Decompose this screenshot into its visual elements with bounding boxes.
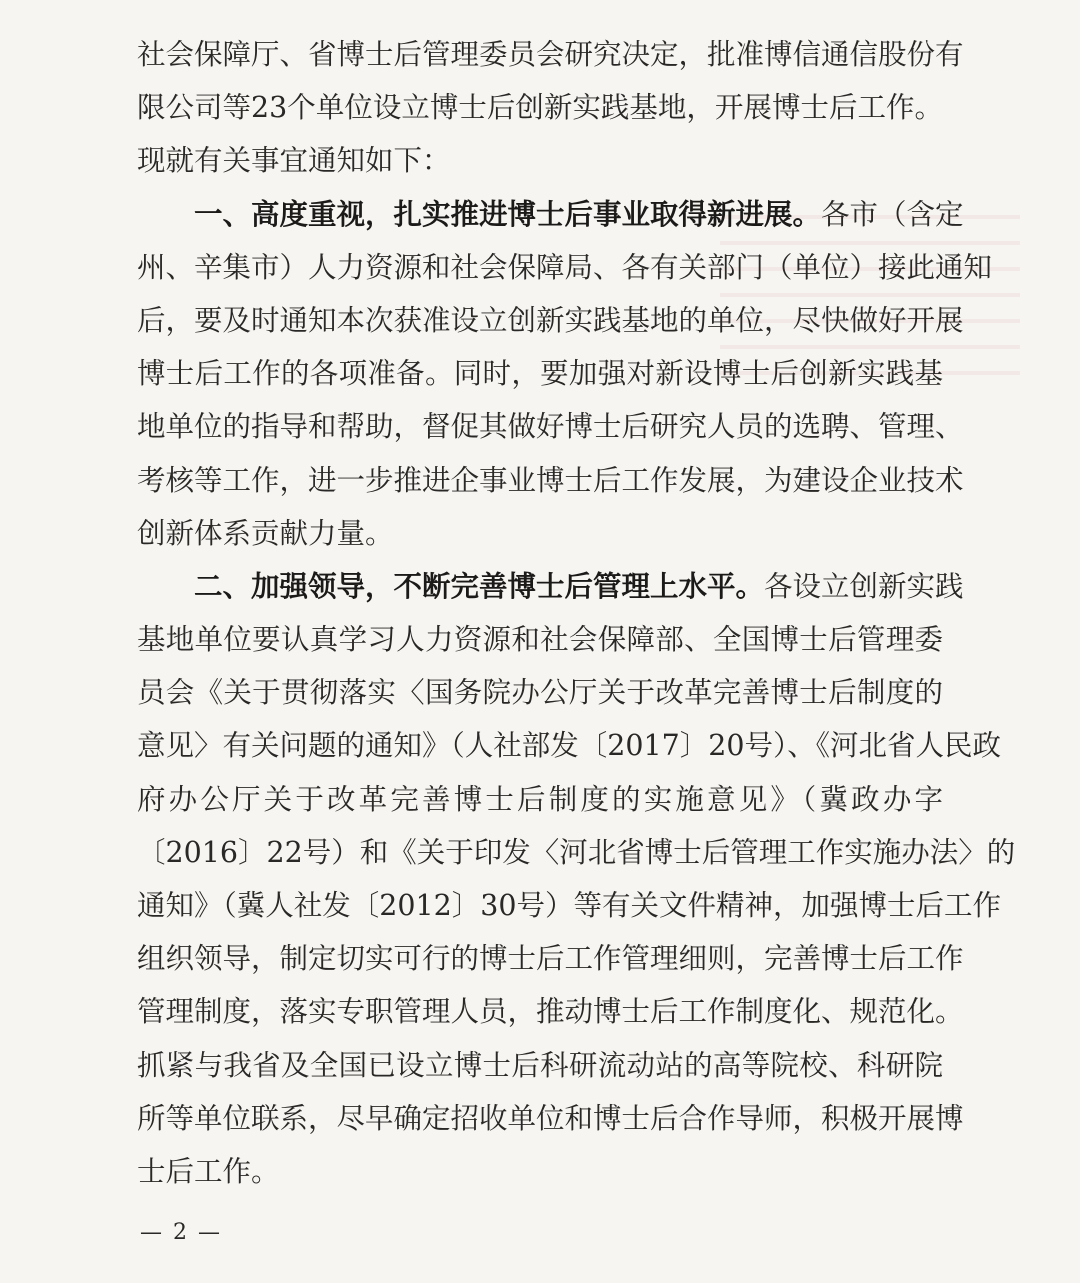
section-2-first-line-rest: 各设立创新实践 — [764, 569, 964, 603]
body-line: 考核等工作，进一步推进企事业博士后工作发展，为建设企业技术 — [137, 463, 964, 497]
document-body — [137, 28, 1016, 1198]
body-line: 管理制度，落实专职管理人员，推动博士后工作制度化、规范化。 — [137, 995, 964, 1029]
body-line: 意见〉有关问题的通知》（人社部发〔2017〕20号）、《河北省人民政 — [137, 729, 1002, 763]
page-number: — 2 — — [140, 1220, 222, 1245]
body-line: 士后工作。 — [137, 1154, 280, 1188]
section-1-first-line-rest: 各市（含定 — [821, 197, 964, 231]
section-2-heading: 二、加强领导，不断完善博士后管理上水平。 — [194, 569, 765, 603]
body-line: 后，要及时通知本次获准设立创新实践基地的单位，尽快做好开展 — [137, 303, 964, 337]
section-1-heading: 一、高度重视，扎实推进博士后事业取得新进展。 — [194, 197, 822, 231]
body-line: 组织领导，制定切实可行的博士后工作管理细则，完善博士后工作 — [137, 942, 964, 976]
body-line: 员会《关于贯彻落实〈国务院办公厅关于改革完善博士后制度的 — [137, 676, 943, 710]
body-line: 州、辛集市）人力资源和社会保障局、各有关部门（单位）接此通知 — [137, 250, 993, 284]
body-line: 抓紧与我省及全国已设立博士后科研流动站的高等院校、科研院 — [137, 1048, 943, 1082]
body-line: 地单位的指导和帮助，督促其做好博士后研究人员的选聘、管理、 — [137, 410, 964, 444]
body-line: 创新体系贡献力量。 — [137, 516, 394, 550]
section-2-first-line — [137, 560, 964, 613]
body-line: 博士后工作的各项准备。同时，要加强对新设博士后创新实践基 — [137, 357, 943, 391]
body-line: 府办公厅关于改革完善博士后制度的实施意见》（冀政办字 — [137, 782, 943, 816]
section-1-first-line — [137, 188, 964, 241]
body-line: 通知》（冀人社发〔2012〕30号）等有关文件精神，加强博士后工作 — [137, 889, 1002, 922]
body-line: 现就有关事宜通知如下： — [137, 144, 451, 178]
body-line: 基地单位要认真学习人力资源和社会保障部、全国博士后管理委 — [137, 623, 943, 657]
body-line: 限公司等23个单位设立博士后创新实践基地，开展博士后工作。 — [137, 91, 943, 125]
body-line: 社会保障厅、省博士后管理委员会研究决定，批准博信通信股份有 — [137, 38, 964, 71]
body-line: 〔2016〕22号）和《关于印发〈河北省博士后管理工作实施办法〉的 — [137, 835, 1016, 869]
body-line: 所等单位联系，尽早确定招收单位和博士后合作导师，积极开展博 — [137, 1101, 964, 1135]
